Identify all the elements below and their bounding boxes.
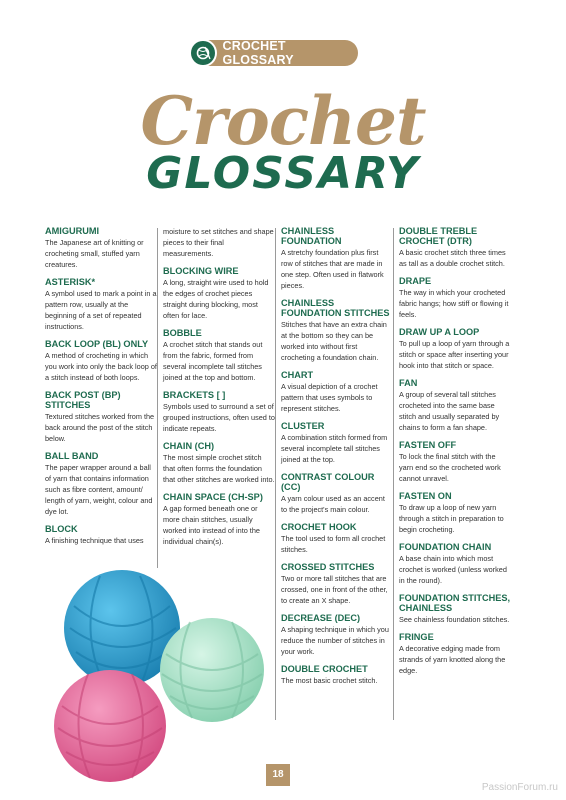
glossary-term: FRINGE bbox=[399, 632, 434, 642]
glossary-entry bbox=[399, 593, 511, 625]
glossary-definition: The way in which your crocheted fabric hangs; how stiff or flowing it feels. bbox=[399, 288, 509, 319]
section-badge-label: CROCHET GLOSSARY bbox=[222, 39, 294, 67]
column-divider bbox=[393, 228, 394, 720]
glossary-term: FOUNDATION CHAIN bbox=[399, 542, 492, 552]
glossary-term: BLOCKING WIRE bbox=[163, 266, 239, 276]
glossary-entry bbox=[281, 522, 391, 555]
glossary-entry bbox=[281, 370, 391, 414]
glossary-definition: To draw up a loop of new yarn through a stitch in preparation to begin crocheting. bbox=[399, 503, 504, 534]
glossary-definition: See chainless foundation stitches. bbox=[399, 615, 510, 624]
glossary-term: BACK LOOP (BL) ONLY bbox=[45, 339, 149, 349]
glossary-column-4 bbox=[399, 226, 511, 683]
glossary-term: AMIGURUMI bbox=[45, 226, 100, 236]
glossary-term: BRACKETS [ ] bbox=[163, 390, 226, 400]
glossary-term: BOBBLE bbox=[163, 328, 202, 338]
glossary-column-2 bbox=[163, 226, 275, 554]
glossary-definition-continued: moisture to set stitches and shape pieces to their final measurements. bbox=[163, 227, 274, 258]
column-divider bbox=[157, 228, 158, 568]
glossary-definition: A stretchy foundation plus first row of stitches that are made in one step. Often used in flatwork pieces. bbox=[281, 248, 384, 290]
glossary-entry bbox=[399, 378, 511, 433]
glossary-term: DOUBLE TREBLE CROCHET (DTR) bbox=[399, 226, 478, 246]
glossary-term: DECREASE (DEC) bbox=[281, 613, 361, 623]
glossary-term: BLOCK bbox=[45, 524, 78, 534]
glossary-term: DRAW UP A LOOP bbox=[399, 327, 480, 337]
glossary-entry bbox=[399, 327, 511, 371]
glossary-definition: A group of several tall stitches crocheted into the same base stitch and usually separated by chains to form a fan shape. bbox=[399, 390, 500, 432]
glossary-entry bbox=[399, 276, 511, 320]
glossary-definition: Two or more tall stitches that are crossed, one in front of the other, to create an X shape. bbox=[281, 574, 388, 605]
glossary-entry bbox=[281, 613, 391, 657]
glossary-term: CHAINLESS FOUNDATION bbox=[281, 226, 342, 246]
glossary-term: CHART bbox=[281, 370, 314, 380]
glossary-entry bbox=[163, 441, 275, 485]
glossary-term: CLUSTER bbox=[281, 421, 325, 431]
glossary-definition: The paper wrapper around a ball of yarn that contains information such as fibre content, amount/ length of yarn, weight, colour and dye lot. bbox=[45, 463, 153, 516]
glossary-definition: A yarn colour used as an accent to the project's main colour. bbox=[281, 494, 385, 514]
glossary-entry bbox=[45, 524, 157, 546]
glossary-definition: A combination stitch formed from several incomplete tall stitches joined at the top. bbox=[281, 433, 388, 464]
glossary-term: DRAPE bbox=[399, 276, 432, 286]
glossary-definition: The Japanese art of knitting or crocheting small, stuffed yarn creatures. bbox=[45, 238, 144, 269]
glossary-term: FOUNDATION STITCHES, CHAINLESS bbox=[399, 593, 511, 613]
glossary-definition: The tool used to form all crochet stitches. bbox=[281, 534, 386, 554]
glossary-entry bbox=[163, 266, 275, 321]
glossary-entry bbox=[163, 328, 275, 383]
glossary-term: CHAIN SPACE (CH-SP) bbox=[163, 492, 263, 502]
glossary-entry bbox=[399, 491, 511, 535]
glossary-entry bbox=[45, 277, 157, 332]
page-title-script: Crochet bbox=[140, 82, 426, 160]
glossary-definition: A symbol used to mark a point in a pattern row, usually at the beginning of a set of repeated instructions. bbox=[45, 289, 157, 331]
glossary-entry bbox=[281, 664, 391, 686]
glossary-entry bbox=[45, 226, 157, 270]
mint-yarn-ball bbox=[160, 618, 264, 722]
glossary-definition: A crochet stitch that stands out from the fabric, formed from several incomplete tall stitches joined at the top and bottom. bbox=[163, 340, 263, 382]
glossary-entry bbox=[281, 298, 391, 363]
glossary-definition: Symbols used to surround a set of grouped instructions, often used to indicate repeats. bbox=[163, 402, 275, 433]
watermark: PassionForum.ru bbox=[481, 782, 558, 793]
glossary-term: FASTEN OFF bbox=[399, 440, 457, 450]
glossary-term: CROSSED STITCHES bbox=[281, 562, 375, 572]
glossary-term: BACK POST (BP) STITCHES bbox=[45, 390, 121, 410]
glossary-entry bbox=[281, 562, 391, 606]
yarn-balls-image bbox=[40, 566, 270, 788]
glossary-definition: A shaping technique in which you reduce the number of stitches in your work. bbox=[281, 625, 389, 656]
glossary-entry bbox=[281, 472, 391, 515]
glossary-definition: A finishing technique that uses bbox=[45, 536, 144, 545]
glossary-definition: Textured stitches worked from the back around the post of the stitch below. bbox=[45, 412, 155, 443]
glossary-definition: A visual depiction of a crochet pattern that uses symbols to represent stitches. bbox=[281, 382, 378, 413]
glossary-term: CHAIN (CH) bbox=[163, 441, 215, 451]
glossary-entry bbox=[163, 492, 275, 547]
glossary-definition: To pull up a loop of yarn through a stitch or space after inserting your hook into that stitch or space. bbox=[399, 339, 510, 370]
glossary-term: DOUBLE CROCHET bbox=[281, 664, 368, 674]
section-badge bbox=[191, 40, 358, 66]
glossary-column-1 bbox=[45, 226, 157, 553]
column-divider bbox=[275, 228, 276, 720]
glossary-definition: A decorative edging made from strands of yarn knotted along the edge. bbox=[399, 644, 506, 675]
pink-yarn-ball bbox=[54, 670, 166, 782]
glossary-entry bbox=[45, 339, 157, 383]
glossary-definition: To lock the final stitch with the yarn end so the crocheted work cannot unravel. bbox=[399, 452, 501, 483]
glossary-term: FASTEN ON bbox=[399, 491, 452, 501]
glossary-entry bbox=[281, 226, 391, 291]
glossary-column-3 bbox=[281, 226, 391, 693]
glossary-entry bbox=[45, 451, 157, 517]
glossary-entry bbox=[281, 421, 391, 465]
page-number: 18 bbox=[266, 764, 290, 786]
glossary-definition: Stitches that have an extra chain at the bottom so they can be worked into without first crocheting a foundation chain. bbox=[281, 320, 387, 362]
glossary-definition: A method of crocheting in which you work into only the back loop of a stitch instead of both loops. bbox=[45, 351, 157, 382]
yarn-ball-icon bbox=[189, 39, 217, 67]
glossary-entry bbox=[399, 440, 511, 484]
glossary-entry bbox=[399, 226, 511, 269]
glossary-entry bbox=[163, 390, 275, 434]
glossary-term: FAN bbox=[399, 378, 418, 388]
page-title: GLOSSARY bbox=[146, 148, 420, 199]
glossary-entry bbox=[399, 542, 511, 586]
glossary-definition: The most basic crochet stitch. bbox=[281, 676, 378, 685]
glossary-term: CROCHET HOOK bbox=[281, 522, 357, 532]
glossary-definition: A long, straight wire used to hold the edges of crochet pieces straight during blocking, most often for lace. bbox=[163, 278, 269, 320]
glossary-term: CONTRAST COLOUR (CC) bbox=[281, 472, 375, 492]
glossary-term: BALL BAND bbox=[45, 451, 99, 461]
glossary-term: ASTERISK* bbox=[45, 277, 96, 287]
glossary-term: CHAINLESS FOUNDATION STITCHES bbox=[281, 298, 390, 318]
glossary-definition: A basic crochet stitch three times as tall as a double crochet stitch. bbox=[399, 248, 506, 268]
glossary-entry bbox=[399, 632, 511, 676]
glossary-definition: A base chain into which most crochet is worked (unless worked in the round). bbox=[399, 554, 507, 585]
glossary-definition: A gap formed beneath one or more chain stitches, usually worked into instead of into the individual chain(s). bbox=[163, 504, 260, 546]
glossary-entry bbox=[45, 390, 157, 444]
glossary-definition: The most simple crochet stitch that often forms the foundation that other stitches are worked into. bbox=[163, 453, 275, 484]
